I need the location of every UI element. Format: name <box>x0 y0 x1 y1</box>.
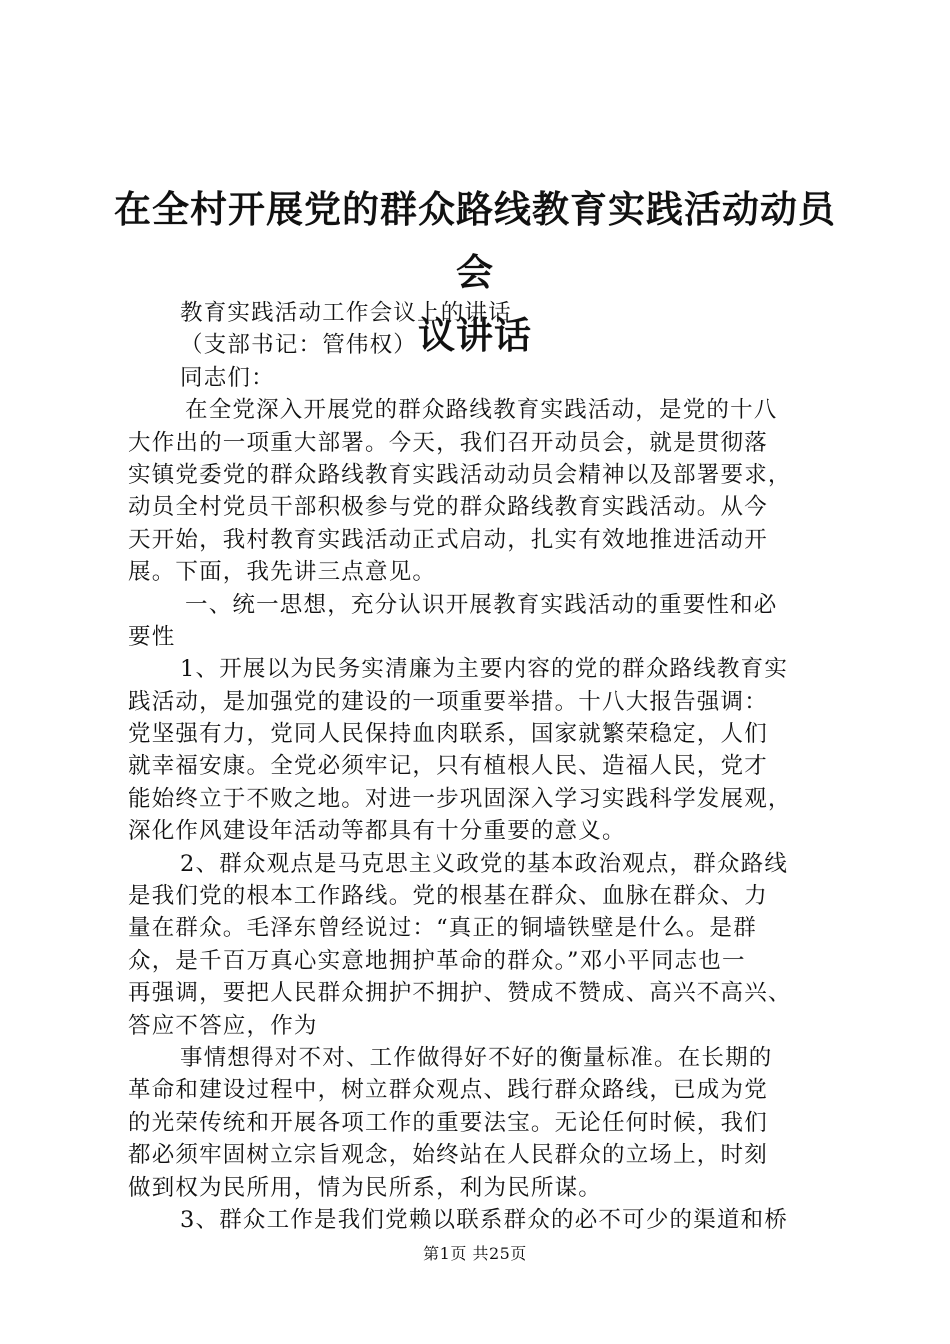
paragraph-line: 1、开展以为民务实清廉为主要内容的党的群众路线教育实 <box>180 656 789 683</box>
paragraph-line: 大作出的一项重大部署。今天，我们召开动员会，就是贯彻落 <box>128 429 768 456</box>
paragraph-line: 能始终立于不败之地。对进一步巩固深入学习实践科学发展观， <box>128 785 792 812</box>
paragraph-line: 事情想得对不对、工作做得好不好的衡量标准。在长期的 <box>180 1044 773 1071</box>
paragraph-line: 量在群众。毛泽东曾经说过：“真正的铜墙铁壁是什么。是群 <box>128 915 757 942</box>
paragraph-line: 做到权为民所用，情为民所系，利为民所谋。 <box>128 1174 603 1201</box>
paragraph-line: 都必须牢固树立宗旨观念，始终站在人民群众的立场上，时刻 <box>128 1142 768 1169</box>
paragraph-line: 就幸福安康。全党必须牢记，只有植根人民、造福人民，党才 <box>128 753 768 780</box>
paragraph-line: 2、群众观点是马克思主义政党的基本政治观点，群众路线 <box>180 850 789 877</box>
salutation-line: 同志们： <box>180 364 275 391</box>
paragraph-line: 再强调，要把人民群众拥护不拥护、赞成不赞成、高兴不高兴、 <box>128 980 792 1007</box>
paragraph-line: 展。下面，我先讲三点意见。 <box>128 559 437 586</box>
paragraph-line: 在全党深入开展党的群众路线教育实践活动，是党的十八 <box>185 397 778 424</box>
title-line-2: 议讲话 <box>418 313 532 357</box>
paragraph-line: 革命和建设过程中，树立群众观点、践行群众路线，已成为党 <box>128 1077 768 1104</box>
speaker-line: （支部书记：管伟权） <box>180 332 418 359</box>
paragraph-line: 实镇党委党的群众路线教育实践活动动员会精神以及部署要求， <box>128 461 792 488</box>
section-heading-line: 一、统一思想，充分认识开展教育实践活动的重要性和必 <box>185 591 778 618</box>
document-body <box>128 297 840 1236</box>
subtitle-line: 教育实践活动工作会议上的讲话 <box>180 300 512 326</box>
paragraph-line: 践活动，是加强党的建设的一项重要举措。十八大报告强调： <box>128 688 768 715</box>
paragraph-line: 动员全村党员干部积极参与党的群众路线教育实践活动。从今 <box>128 494 768 521</box>
page-number-footer: 第1页 共25页 <box>423 1244 527 1263</box>
paragraph-line: 是我们党的根本工作路线。党的根基在群众、血脉在群众、力 <box>128 883 768 910</box>
paragraph-line: 深化作风建设年活动等都具有十分重要的意义。 <box>128 818 626 845</box>
paragraph-line: 的光荣传统和开展各项工作的重要法宝。无论任何时候，我们 <box>128 1109 768 1136</box>
paragraph-line: 众，是千百万真心实意地拥护革命的群众。”邓小平同志也一 <box>128 947 746 974</box>
section-heading-line: 要性 <box>128 623 176 650</box>
paragraph-line: 答应不答应，作为 <box>128 1012 318 1039</box>
paragraph-line: 党坚强有力，党同人民保持血肉联系，国家就繁荣稳定，人们 <box>128 721 768 748</box>
paragraph-line: 天开始，我村教育实践活动正式启动，扎实有效地推进活动开 <box>128 526 768 553</box>
paragraph-line: 3、群众工作是我们党赖以联系群众的必不可少的渠道和桥 <box>180 1206 789 1233</box>
title-line-1: 在全村开展党的群众路线教育实践活动动员会 <box>114 187 836 294</box>
